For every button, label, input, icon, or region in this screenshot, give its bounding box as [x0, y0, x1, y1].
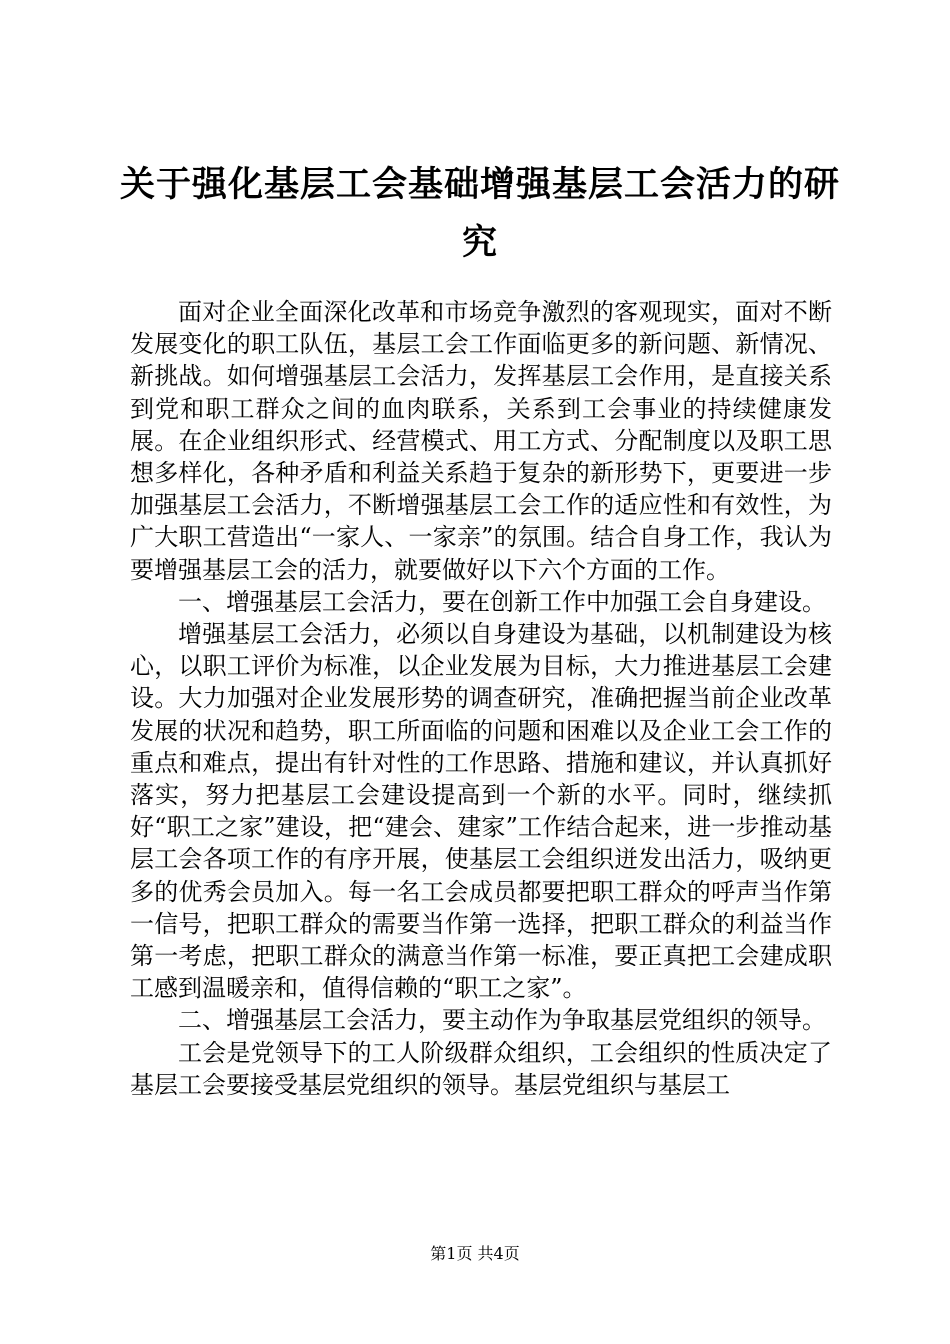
document-body — [130, 296, 832, 1101]
section-heading-1: 一、增强基层工会活力，要在创新工作中加强工会自身建设。 — [178, 587, 826, 616]
document-title: 关于强化基层工会基础增强基层工会活力的研究 — [120, 165, 841, 263]
section-heading-2: 二、增强基层工会活力，要主动作为争取基层党组织的领导。 — [178, 1006, 826, 1035]
paragraph-section-2: 工会是党领导下的工人阶级群众组织，工会组织的性质决定了基层工会要接受基层党组织的领导。基层党组织与基层工 — [130, 1038, 832, 1099]
paragraph-section-1: 增强基层工会活力，必须以自身建设为基础，以机制建设为核心，以职工评价为标准，以企业发展为目标，大力推进基层工会建设。大力加强对企业发展形势的调查研究，准确把握当前企业改革发展的状况和趋势，职工所面临的问题和困难以及企业工会工作的重点和难点，提出有针对性的工作思路、措施和建议，并认真抓好落实，努力把基层工会建设提高到一个新的水平。同时，继续抓好“职工之家”建设，把“建会、建家”工作结合起来，进一步推动基层工会各项工作的有序开展，使基层工会组织迸发出活力，吸纳更多的优秀会员加入。每一名工会成员都要把职工群众的呼声当作第一信号，把职工群众的需要当作第一选择，把职工群众的利益当作第一考虑，把职工群众的满意当作第一标准，要正真把工会建成职工感到温暖亲和，值得信赖的“职工之家”。 — [130, 620, 832, 1003]
page-number: 第1页 共4页 — [430, 1244, 520, 1263]
paragraph-intro: 面对企业全面深化改革和市场竞争激烈的客观现实，面对不断发展变化的职工队伍，基层工会工作面临更多的新问题、新情况、新挑战。如何增强基层工会活力，发挥基层工会作用，是直接关系到党和职工群众之间的血肉联系，关系到工会事业的持续健康发展。在企业组织形式、经营模式、用工方式、分配制度以及职工思想多样化，各种矛盾和利益关系趋于复杂的新形势下，更要进一步加强基层工会活力，不断增强基层工会工作的适应性和有效性，为广大职工营造出“一家人、一家亲”的氛围。结合自身工作，我认为要增强基层工会的活力，就要做好以下六个方面的工作。 — [130, 298, 832, 584]
